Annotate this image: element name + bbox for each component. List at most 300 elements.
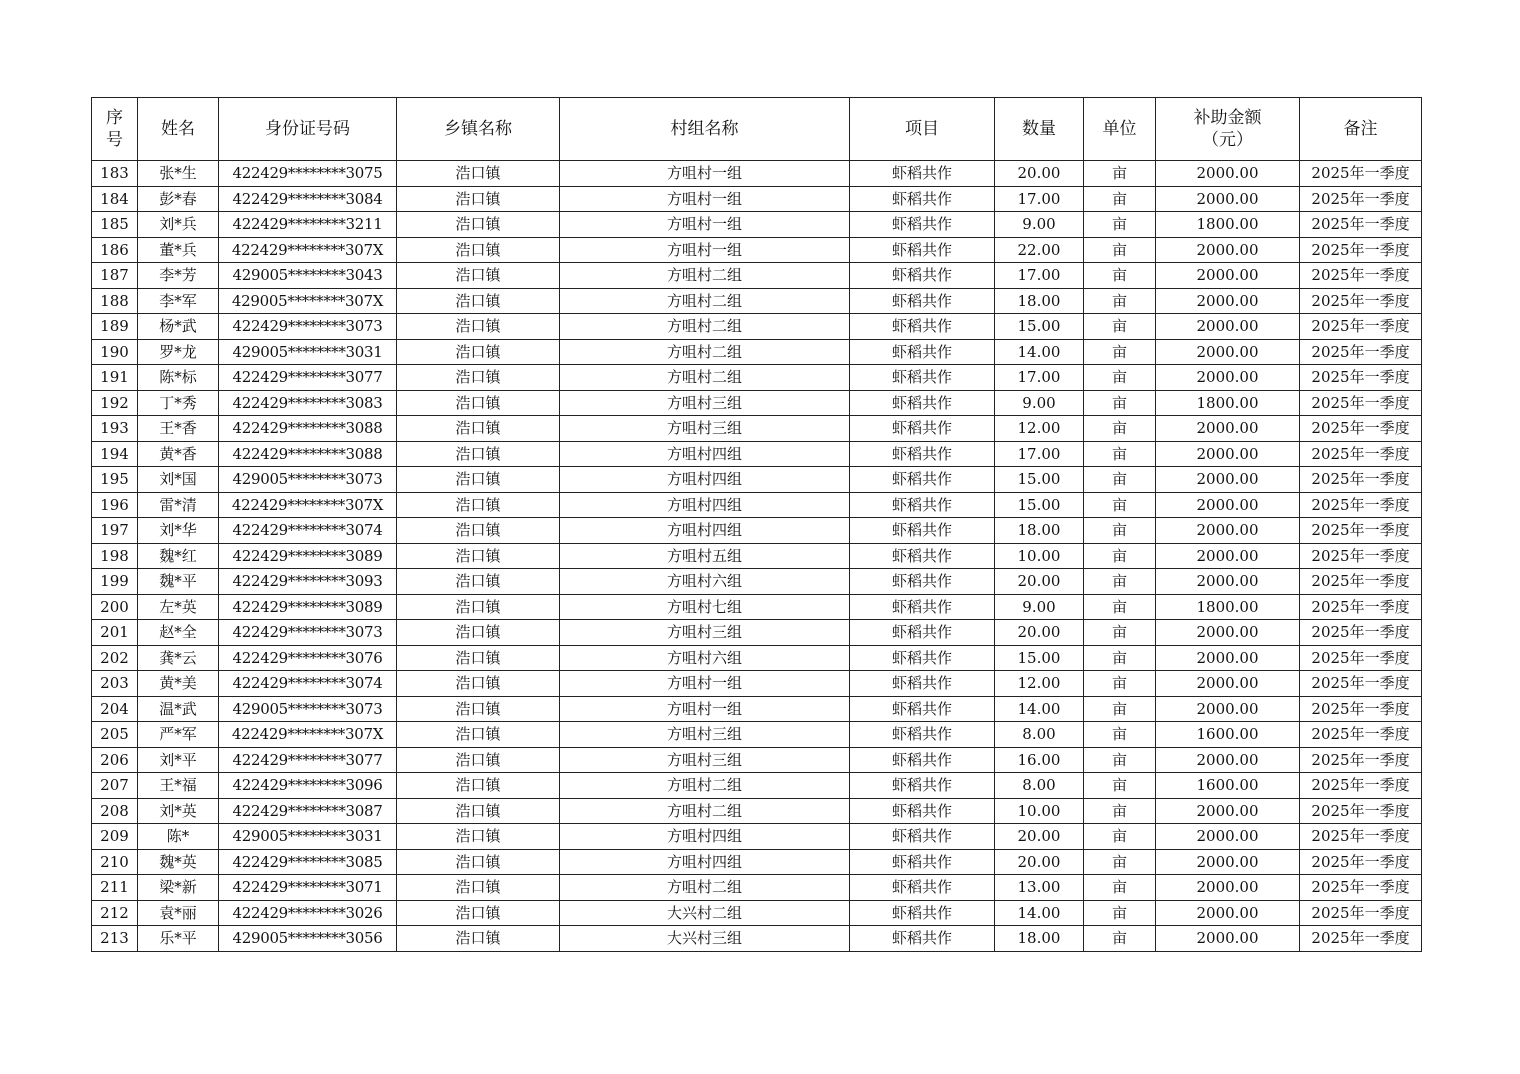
cell-note: 2025年一季度 bbox=[1300, 237, 1422, 263]
cell-unit: 亩 bbox=[1084, 926, 1156, 952]
table-row bbox=[92, 467, 1422, 493]
cell-note: 2025年一季度 bbox=[1300, 722, 1422, 748]
cell-quantity: 20.00 bbox=[995, 569, 1084, 595]
cell-name: 刘*华 bbox=[138, 518, 219, 544]
cell-note: 2025年一季度 bbox=[1300, 747, 1422, 773]
table-row bbox=[92, 518, 1422, 544]
cell-id-number: 422429********3093 bbox=[219, 569, 397, 595]
header-seq bbox=[92, 98, 138, 161]
cell-name: 雷*清 bbox=[138, 492, 219, 518]
cell-town: 浩口镇 bbox=[397, 161, 560, 187]
cell-project: 虾稻共作 bbox=[850, 237, 995, 263]
cell-town: 浩口镇 bbox=[397, 722, 560, 748]
cell-unit: 亩 bbox=[1084, 365, 1156, 391]
cell-id-number: 422429********3071 bbox=[219, 875, 397, 901]
cell-name: 温*武 bbox=[138, 696, 219, 722]
cell-town: 浩口镇 bbox=[397, 314, 560, 340]
cell-id-number: 429005********307X bbox=[219, 288, 397, 314]
cell-quantity: 14.00 bbox=[995, 900, 1084, 926]
cell-name: 黄*香 bbox=[138, 441, 219, 467]
header-subsidy bbox=[1156, 98, 1300, 161]
cell-subsidy: 2000.00 bbox=[1156, 747, 1300, 773]
cell-project: 虾稻共作 bbox=[850, 620, 995, 646]
cell-unit: 亩 bbox=[1084, 722, 1156, 748]
cell-note: 2025年一季度 bbox=[1300, 492, 1422, 518]
cell-quantity: 15.00 bbox=[995, 645, 1084, 671]
cell-id-number: 422429********307X bbox=[219, 722, 397, 748]
cell-id-number: 429005********3031 bbox=[219, 824, 397, 850]
cell-town: 浩口镇 bbox=[397, 441, 560, 467]
cell-id-number: 422429********3077 bbox=[219, 747, 397, 773]
cell-town: 浩口镇 bbox=[397, 339, 560, 365]
cell-seq: 205 bbox=[92, 722, 138, 748]
table-row bbox=[92, 645, 1422, 671]
cell-project: 虾稻共作 bbox=[850, 875, 995, 901]
table-row bbox=[92, 543, 1422, 569]
cell-subsidy: 2000.00 bbox=[1156, 441, 1300, 467]
table-row bbox=[92, 416, 1422, 442]
cell-id-number: 422429********3085 bbox=[219, 849, 397, 875]
cell-town: 浩口镇 bbox=[397, 569, 560, 595]
cell-project: 虾稻共作 bbox=[850, 441, 995, 467]
cell-unit: 亩 bbox=[1084, 747, 1156, 773]
cell-town: 浩口镇 bbox=[397, 594, 560, 620]
header-note: 备注 bbox=[1300, 98, 1422, 161]
cell-id-number: 422429********307X bbox=[219, 492, 397, 518]
cell-village: 方咀村二组 bbox=[560, 365, 850, 391]
header-town: 乡镇名称 bbox=[397, 98, 560, 161]
cell-town: 浩口镇 bbox=[397, 798, 560, 824]
cell-quantity: 10.00 bbox=[995, 798, 1084, 824]
cell-village: 方咀村四组 bbox=[560, 467, 850, 493]
cell-unit: 亩 bbox=[1084, 849, 1156, 875]
cell-village: 方咀村一组 bbox=[560, 671, 850, 697]
cell-name: 袁*丽 bbox=[138, 900, 219, 926]
cell-note: 2025年一季度 bbox=[1300, 365, 1422, 391]
cell-name: 陈* bbox=[138, 824, 219, 850]
cell-quantity: 18.00 bbox=[995, 288, 1084, 314]
cell-quantity: 17.00 bbox=[995, 441, 1084, 467]
cell-note: 2025年一季度 bbox=[1300, 339, 1422, 365]
table-row bbox=[92, 569, 1422, 595]
cell-note: 2025年一季度 bbox=[1300, 696, 1422, 722]
table-body bbox=[92, 161, 1422, 952]
cell-subsidy: 1800.00 bbox=[1156, 594, 1300, 620]
cell-project: 虾稻共作 bbox=[850, 900, 995, 926]
header-subsidy-line1: 补助金额 bbox=[1193, 108, 1262, 128]
cell-note: 2025年一季度 bbox=[1300, 288, 1422, 314]
cell-subsidy: 2000.00 bbox=[1156, 824, 1300, 850]
cell-village: 方咀村三组 bbox=[560, 390, 850, 416]
cell-note: 2025年一季度 bbox=[1300, 620, 1422, 646]
table-row bbox=[92, 212, 1422, 238]
cell-id-number: 422429********3088 bbox=[219, 441, 397, 467]
cell-project: 虾稻共作 bbox=[850, 798, 995, 824]
cell-quantity: 12.00 bbox=[995, 416, 1084, 442]
cell-id-number: 422429********3074 bbox=[219, 671, 397, 697]
cell-town: 浩口镇 bbox=[397, 926, 560, 952]
cell-seq: 213 bbox=[92, 926, 138, 952]
cell-village: 大兴村三组 bbox=[560, 926, 850, 952]
cell-subsidy: 2000.00 bbox=[1156, 926, 1300, 952]
table-row bbox=[92, 390, 1422, 416]
cell-id-number: 422429********3075 bbox=[219, 161, 397, 187]
cell-seq: 211 bbox=[92, 875, 138, 901]
cell-id-number: 429005********3031 bbox=[219, 339, 397, 365]
header-subsidy-line2: （元） bbox=[1202, 130, 1253, 150]
table-row bbox=[92, 620, 1422, 646]
table-row bbox=[92, 824, 1422, 850]
cell-unit: 亩 bbox=[1084, 416, 1156, 442]
cell-id-number: 422429********3073 bbox=[219, 314, 397, 340]
cell-unit: 亩 bbox=[1084, 441, 1156, 467]
cell-quantity: 14.00 bbox=[995, 696, 1084, 722]
cell-town: 浩口镇 bbox=[397, 543, 560, 569]
cell-name: 王*福 bbox=[138, 773, 219, 799]
cell-quantity: 20.00 bbox=[995, 824, 1084, 850]
cell-project: 虾稻共作 bbox=[850, 263, 995, 289]
cell-seq: 192 bbox=[92, 390, 138, 416]
cell-project: 虾稻共作 bbox=[850, 722, 995, 748]
cell-seq: 189 bbox=[92, 314, 138, 340]
cell-seq: 193 bbox=[92, 416, 138, 442]
cell-village: 方咀村七组 bbox=[560, 594, 850, 620]
cell-subsidy: 2000.00 bbox=[1156, 849, 1300, 875]
header-id-number: 身份证号码 bbox=[219, 98, 397, 161]
cell-village: 方咀村三组 bbox=[560, 620, 850, 646]
cell-town: 浩口镇 bbox=[397, 671, 560, 697]
cell-seq: 207 bbox=[92, 773, 138, 799]
cell-town: 浩口镇 bbox=[397, 186, 560, 212]
cell-town: 浩口镇 bbox=[397, 747, 560, 773]
cell-id-number: 422429********3073 bbox=[219, 620, 397, 646]
cell-name: 梁*新 bbox=[138, 875, 219, 901]
cell-town: 浩口镇 bbox=[397, 518, 560, 544]
table-row bbox=[92, 798, 1422, 824]
cell-note: 2025年一季度 bbox=[1300, 671, 1422, 697]
cell-unit: 亩 bbox=[1084, 314, 1156, 340]
cell-unit: 亩 bbox=[1084, 467, 1156, 493]
table-row bbox=[92, 900, 1422, 926]
cell-subsidy: 2000.00 bbox=[1156, 339, 1300, 365]
cell-unit: 亩 bbox=[1084, 237, 1156, 263]
table-header bbox=[92, 98, 1422, 161]
cell-id-number: 422429********3084 bbox=[219, 186, 397, 212]
cell-seq: 198 bbox=[92, 543, 138, 569]
cell-id-number: 422429********3026 bbox=[219, 900, 397, 926]
cell-unit: 亩 bbox=[1084, 161, 1156, 187]
cell-unit: 亩 bbox=[1084, 339, 1156, 365]
cell-seq: 187 bbox=[92, 263, 138, 289]
table-row bbox=[92, 441, 1422, 467]
cell-name: 杨*武 bbox=[138, 314, 219, 340]
cell-note: 2025年一季度 bbox=[1300, 849, 1422, 875]
cell-quantity: 15.00 bbox=[995, 492, 1084, 518]
cell-unit: 亩 bbox=[1084, 773, 1156, 799]
cell-quantity: 8.00 bbox=[995, 773, 1084, 799]
cell-note: 2025年一季度 bbox=[1300, 824, 1422, 850]
cell-unit: 亩 bbox=[1084, 390, 1156, 416]
cell-village: 方咀村一组 bbox=[560, 186, 850, 212]
cell-subsidy: 2000.00 bbox=[1156, 518, 1300, 544]
cell-name: 张*生 bbox=[138, 161, 219, 187]
cell-village: 大兴村二组 bbox=[560, 900, 850, 926]
cell-village: 方咀村四组 bbox=[560, 492, 850, 518]
cell-village: 方咀村二组 bbox=[560, 773, 850, 799]
cell-subsidy: 2000.00 bbox=[1156, 416, 1300, 442]
cell-quantity: 20.00 bbox=[995, 620, 1084, 646]
cell-village: 方咀村一组 bbox=[560, 696, 850, 722]
cell-village: 方咀村四组 bbox=[560, 441, 850, 467]
cell-unit: 亩 bbox=[1084, 186, 1156, 212]
cell-village: 方咀村二组 bbox=[560, 263, 850, 289]
cell-id-number: 422429********3074 bbox=[219, 518, 397, 544]
cell-id-number: 422429********3083 bbox=[219, 390, 397, 416]
cell-project: 虾稻共作 bbox=[850, 747, 995, 773]
cell-name: 赵*全 bbox=[138, 620, 219, 646]
cell-subsidy: 2000.00 bbox=[1156, 492, 1300, 518]
cell-quantity: 20.00 bbox=[995, 161, 1084, 187]
cell-project: 虾稻共作 bbox=[850, 773, 995, 799]
cell-note: 2025年一季度 bbox=[1300, 569, 1422, 595]
cell-project: 虾稻共作 bbox=[850, 186, 995, 212]
cell-note: 2025年一季度 bbox=[1300, 186, 1422, 212]
cell-project: 虾稻共作 bbox=[850, 849, 995, 875]
cell-quantity: 8.00 bbox=[995, 722, 1084, 748]
header-quantity: 数量 bbox=[995, 98, 1084, 161]
cell-id-number: 422429********3077 bbox=[219, 365, 397, 391]
cell-id-number: 422429********3096 bbox=[219, 773, 397, 799]
cell-unit: 亩 bbox=[1084, 671, 1156, 697]
cell-name: 严*军 bbox=[138, 722, 219, 748]
cell-town: 浩口镇 bbox=[397, 288, 560, 314]
cell-village: 方咀村三组 bbox=[560, 722, 850, 748]
cell-subsidy: 2000.00 bbox=[1156, 569, 1300, 595]
cell-project: 虾稻共作 bbox=[850, 543, 995, 569]
cell-project: 虾稻共作 bbox=[850, 339, 995, 365]
cell-village: 方咀村六组 bbox=[560, 569, 850, 595]
cell-quantity: 22.00 bbox=[995, 237, 1084, 263]
cell-name: 丁*秀 bbox=[138, 390, 219, 416]
cell-seq: 184 bbox=[92, 186, 138, 212]
cell-subsidy: 1600.00 bbox=[1156, 722, 1300, 748]
cell-id-number: 422429********3076 bbox=[219, 645, 397, 671]
cell-name: 黄*美 bbox=[138, 671, 219, 697]
cell-id-number: 429005********3073 bbox=[219, 467, 397, 493]
cell-seq: 196 bbox=[92, 492, 138, 518]
cell-project: 虾稻共作 bbox=[850, 161, 995, 187]
cell-project: 虾稻共作 bbox=[850, 390, 995, 416]
cell-quantity: 13.00 bbox=[995, 875, 1084, 901]
cell-name: 乐*平 bbox=[138, 926, 219, 952]
cell-village: 方咀村一组 bbox=[560, 161, 850, 187]
cell-seq: 210 bbox=[92, 849, 138, 875]
cell-unit: 亩 bbox=[1084, 543, 1156, 569]
header-seq-line1: 序 bbox=[106, 108, 123, 128]
cell-quantity: 17.00 bbox=[995, 186, 1084, 212]
cell-subsidy: 2000.00 bbox=[1156, 467, 1300, 493]
cell-subsidy: 2000.00 bbox=[1156, 900, 1300, 926]
cell-id-number: 429005********3043 bbox=[219, 263, 397, 289]
cell-subsidy: 2000.00 bbox=[1156, 186, 1300, 212]
header-village: 村组名称 bbox=[560, 98, 850, 161]
cell-id-number: 422429********3089 bbox=[219, 543, 397, 569]
cell-quantity: 18.00 bbox=[995, 926, 1084, 952]
cell-seq: 190 bbox=[92, 339, 138, 365]
cell-name: 魏*红 bbox=[138, 543, 219, 569]
cell-seq: 191 bbox=[92, 365, 138, 391]
subsidy-table bbox=[91, 97, 1422, 952]
cell-subsidy: 1800.00 bbox=[1156, 390, 1300, 416]
cell-project: 虾稻共作 bbox=[850, 212, 995, 238]
cell-village: 方咀村三组 bbox=[560, 747, 850, 773]
cell-name: 刘*国 bbox=[138, 467, 219, 493]
cell-unit: 亩 bbox=[1084, 798, 1156, 824]
cell-village: 方咀村二组 bbox=[560, 798, 850, 824]
header-seq-line2: 号 bbox=[106, 130, 123, 150]
cell-seq: 194 bbox=[92, 441, 138, 467]
cell-unit: 亩 bbox=[1084, 212, 1156, 238]
cell-name: 董*兵 bbox=[138, 237, 219, 263]
cell-seq: 200 bbox=[92, 594, 138, 620]
cell-project: 虾稻共作 bbox=[850, 671, 995, 697]
cell-note: 2025年一季度 bbox=[1300, 263, 1422, 289]
cell-name: 彭*春 bbox=[138, 186, 219, 212]
cell-quantity: 9.00 bbox=[995, 594, 1084, 620]
cell-subsidy: 2000.00 bbox=[1156, 314, 1300, 340]
cell-seq: 199 bbox=[92, 569, 138, 595]
cell-village: 方咀村二组 bbox=[560, 314, 850, 340]
table-row bbox=[92, 696, 1422, 722]
cell-seq: 212 bbox=[92, 900, 138, 926]
cell-quantity: 17.00 bbox=[995, 263, 1084, 289]
cell-quantity: 14.00 bbox=[995, 339, 1084, 365]
cell-quantity: 15.00 bbox=[995, 467, 1084, 493]
cell-quantity: 17.00 bbox=[995, 365, 1084, 391]
table-row bbox=[92, 722, 1422, 748]
cell-subsidy: 2000.00 bbox=[1156, 798, 1300, 824]
table-row bbox=[92, 594, 1422, 620]
table-row bbox=[92, 671, 1422, 697]
cell-village: 方咀村二组 bbox=[560, 339, 850, 365]
cell-project: 虾稻共作 bbox=[850, 594, 995, 620]
cell-name: 刘*平 bbox=[138, 747, 219, 773]
table-row bbox=[92, 849, 1422, 875]
table-row bbox=[92, 288, 1422, 314]
cell-village: 方咀村四组 bbox=[560, 824, 850, 850]
cell-name: 李*军 bbox=[138, 288, 219, 314]
cell-town: 浩口镇 bbox=[397, 696, 560, 722]
cell-town: 浩口镇 bbox=[397, 492, 560, 518]
table-row bbox=[92, 339, 1422, 365]
cell-town: 浩口镇 bbox=[397, 875, 560, 901]
cell-note: 2025年一季度 bbox=[1300, 926, 1422, 952]
cell-id-number: 422429********3087 bbox=[219, 798, 397, 824]
cell-note: 2025年一季度 bbox=[1300, 875, 1422, 901]
cell-quantity: 15.00 bbox=[995, 314, 1084, 340]
cell-project: 虾稻共作 bbox=[850, 492, 995, 518]
cell-village: 方咀村四组 bbox=[560, 849, 850, 875]
table-row bbox=[92, 747, 1422, 773]
cell-town: 浩口镇 bbox=[397, 212, 560, 238]
cell-seq: 183 bbox=[92, 161, 138, 187]
cell-unit: 亩 bbox=[1084, 696, 1156, 722]
cell-town: 浩口镇 bbox=[397, 390, 560, 416]
cell-note: 2025年一季度 bbox=[1300, 467, 1422, 493]
cell-name: 左*英 bbox=[138, 594, 219, 620]
cell-note: 2025年一季度 bbox=[1300, 518, 1422, 544]
cell-project: 虾稻共作 bbox=[850, 824, 995, 850]
cell-project: 虾稻共作 bbox=[850, 467, 995, 493]
cell-subsidy: 2000.00 bbox=[1156, 161, 1300, 187]
cell-note: 2025年一季度 bbox=[1300, 798, 1422, 824]
header-name: 姓名 bbox=[138, 98, 219, 161]
cell-town: 浩口镇 bbox=[397, 237, 560, 263]
cell-note: 2025年一季度 bbox=[1300, 416, 1422, 442]
cell-unit: 亩 bbox=[1084, 594, 1156, 620]
header-unit: 单位 bbox=[1084, 98, 1156, 161]
cell-seq: 206 bbox=[92, 747, 138, 773]
header-row bbox=[92, 98, 1422, 161]
cell-subsidy: 2000.00 bbox=[1156, 365, 1300, 391]
table-row bbox=[92, 314, 1422, 340]
cell-quantity: 9.00 bbox=[995, 212, 1084, 238]
cell-name: 罗*龙 bbox=[138, 339, 219, 365]
cell-unit: 亩 bbox=[1084, 492, 1156, 518]
table-row bbox=[92, 773, 1422, 799]
cell-note: 2025年一季度 bbox=[1300, 773, 1422, 799]
table-row bbox=[92, 875, 1422, 901]
cell-subsidy: 2000.00 bbox=[1156, 237, 1300, 263]
cell-note: 2025年一季度 bbox=[1300, 543, 1422, 569]
cell-unit: 亩 bbox=[1084, 288, 1156, 314]
cell-note: 2025年一季度 bbox=[1300, 594, 1422, 620]
table-row bbox=[92, 492, 1422, 518]
cell-name: 王*香 bbox=[138, 416, 219, 442]
cell-town: 浩口镇 bbox=[397, 467, 560, 493]
cell-seq: 209 bbox=[92, 824, 138, 850]
cell-quantity: 18.00 bbox=[995, 518, 1084, 544]
cell-name: 魏*英 bbox=[138, 849, 219, 875]
cell-note: 2025年一季度 bbox=[1300, 161, 1422, 187]
cell-project: 虾稻共作 bbox=[850, 416, 995, 442]
cell-project: 虾稻共作 bbox=[850, 569, 995, 595]
cell-project: 虾稻共作 bbox=[850, 696, 995, 722]
cell-village: 方咀村二组 bbox=[560, 875, 850, 901]
cell-unit: 亩 bbox=[1084, 569, 1156, 595]
cell-village: 方咀村三组 bbox=[560, 416, 850, 442]
cell-unit: 亩 bbox=[1084, 263, 1156, 289]
cell-town: 浩口镇 bbox=[397, 900, 560, 926]
cell-subsidy: 2000.00 bbox=[1156, 288, 1300, 314]
table-row bbox=[92, 365, 1422, 391]
cell-project: 虾稻共作 bbox=[850, 365, 995, 391]
table-row bbox=[92, 186, 1422, 212]
cell-village: 方咀村一组 bbox=[560, 237, 850, 263]
cell-project: 虾稻共作 bbox=[850, 314, 995, 340]
cell-name: 陈*标 bbox=[138, 365, 219, 391]
cell-town: 浩口镇 bbox=[397, 773, 560, 799]
cell-seq: 201 bbox=[92, 620, 138, 646]
table-row bbox=[92, 263, 1422, 289]
cell-project: 虾稻共作 bbox=[850, 288, 995, 314]
cell-seq: 188 bbox=[92, 288, 138, 314]
cell-id-number: 429005********3073 bbox=[219, 696, 397, 722]
cell-id-number: 422429********3089 bbox=[219, 594, 397, 620]
cell-town: 浩口镇 bbox=[397, 365, 560, 391]
cell-subsidy: 2000.00 bbox=[1156, 696, 1300, 722]
cell-village: 方咀村一组 bbox=[560, 212, 850, 238]
